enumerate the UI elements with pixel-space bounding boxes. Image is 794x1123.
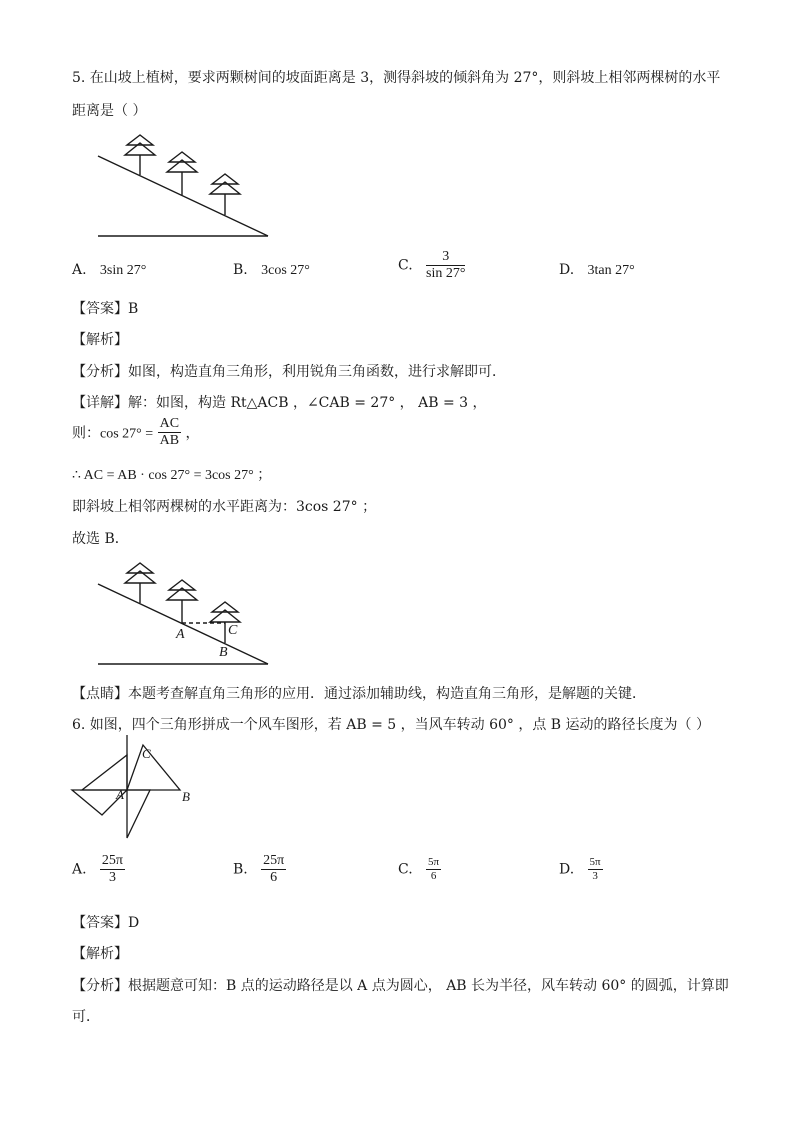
q5-detail-1: 【详解】解：如图，构造 Rt△ACB ，∠CAB = 27° ， AB = 3 ， [72,395,487,411]
q6-analysis-title: 【解析】 [72,946,128,962]
q5-option-a: A. 3sin 27° [72,262,147,278]
q5-stem-line1: 5. 在山坡上植树，要求两颗树间的坡面距离是 3，测得斜坡的倾斜角为 27°，则斜坡上相邻两棵树的水平 [72,70,721,86]
q6-option-d-fraction: $\frac{5\pi}{3}$ [589,856,601,882]
fig2-label-a: A [176,627,185,642]
q6-fenxi-2: 可． [72,1009,100,1025]
q6-option-c: C. $\frac{5\pi}{6}$ [398,856,440,882]
q6-answer: 【答案】D [72,915,140,931]
q5-detail-4: 即斜坡上相邻两棵树的水平距离为：3cos 27° ； [72,499,377,515]
q6-option-d: D. $\frac{5\pi}{3}$ [559,856,601,882]
q5-solution-figure [92,558,272,668]
q6-option-c-fraction: $\frac{5\pi}{6}$ [428,856,440,882]
fig2-label-c: C [228,623,238,638]
q5-option-c-fraction: $\frac{3}{\sin 27^\circ}$ [426,249,466,281]
q5-detail-2: 则：cos 27° = $\frac{AC}{AB}$ ， [72,416,200,448]
q5-slope-figure [92,130,272,240]
q5-analysis-title: 【解析】 [72,332,128,348]
q6-option-b: B. $\frac{25\pi}{6}$ [233,853,285,885]
q6-option-a-fraction: $\frac{25\pi}{3}$ [101,853,123,885]
q5-detail-5: 故选 B． [72,531,129,547]
q5-detail-3: ∴ AC = AB · cos 27° = 3cos 27° ； [72,468,272,483]
q6-option-b-fraction: $\frac{25\pi}{6}$ [263,853,285,885]
q5-stem-line2: 距离是（ ） [72,103,147,119]
windmill-label-b: B [182,789,190,804]
q5-detail-2-fraction: $\frac{AC}{AB}$ [159,416,180,448]
windmill-label-c: C [142,746,151,761]
fig2-label-b: B [219,645,228,660]
q5-option-b: B. 3cos 27° [233,262,310,278]
q5-answer: 【答案】B [72,301,139,317]
q6-windmill-figure [68,735,208,845]
q5-option-d: D. 3tan 27° [559,262,635,278]
q6-stem: 6. 如图，四个三角形拼成一个风车图形，若 AB = 5 ，当风车转动 60° ，点 B 运动的路径长度为（ ） [72,717,710,733]
q6-option-a: A. $\frac{25\pi}{3}$ [72,853,123,885]
q5-dianjing: 【点睛】本题考查解直角三角形的应用．通过添加辅助线，构造直角三角形，是解题的关键． [72,686,646,702]
q5-option-c: C. $\frac{3}{\sin 27^\circ}$ [398,249,466,281]
windmill-label-a: A [116,787,124,802]
q5-fenxi: 【分析】如图，构造直角三角形，利用锐角三角函数，进行求解即可． [72,364,506,380]
q6-fenxi-1: 【分析】根据题意可知：B 点的运动路径是以 A 点为圆心， AB 长为半径，风车转动 60° 的圆弧，计算即 [72,978,729,994]
